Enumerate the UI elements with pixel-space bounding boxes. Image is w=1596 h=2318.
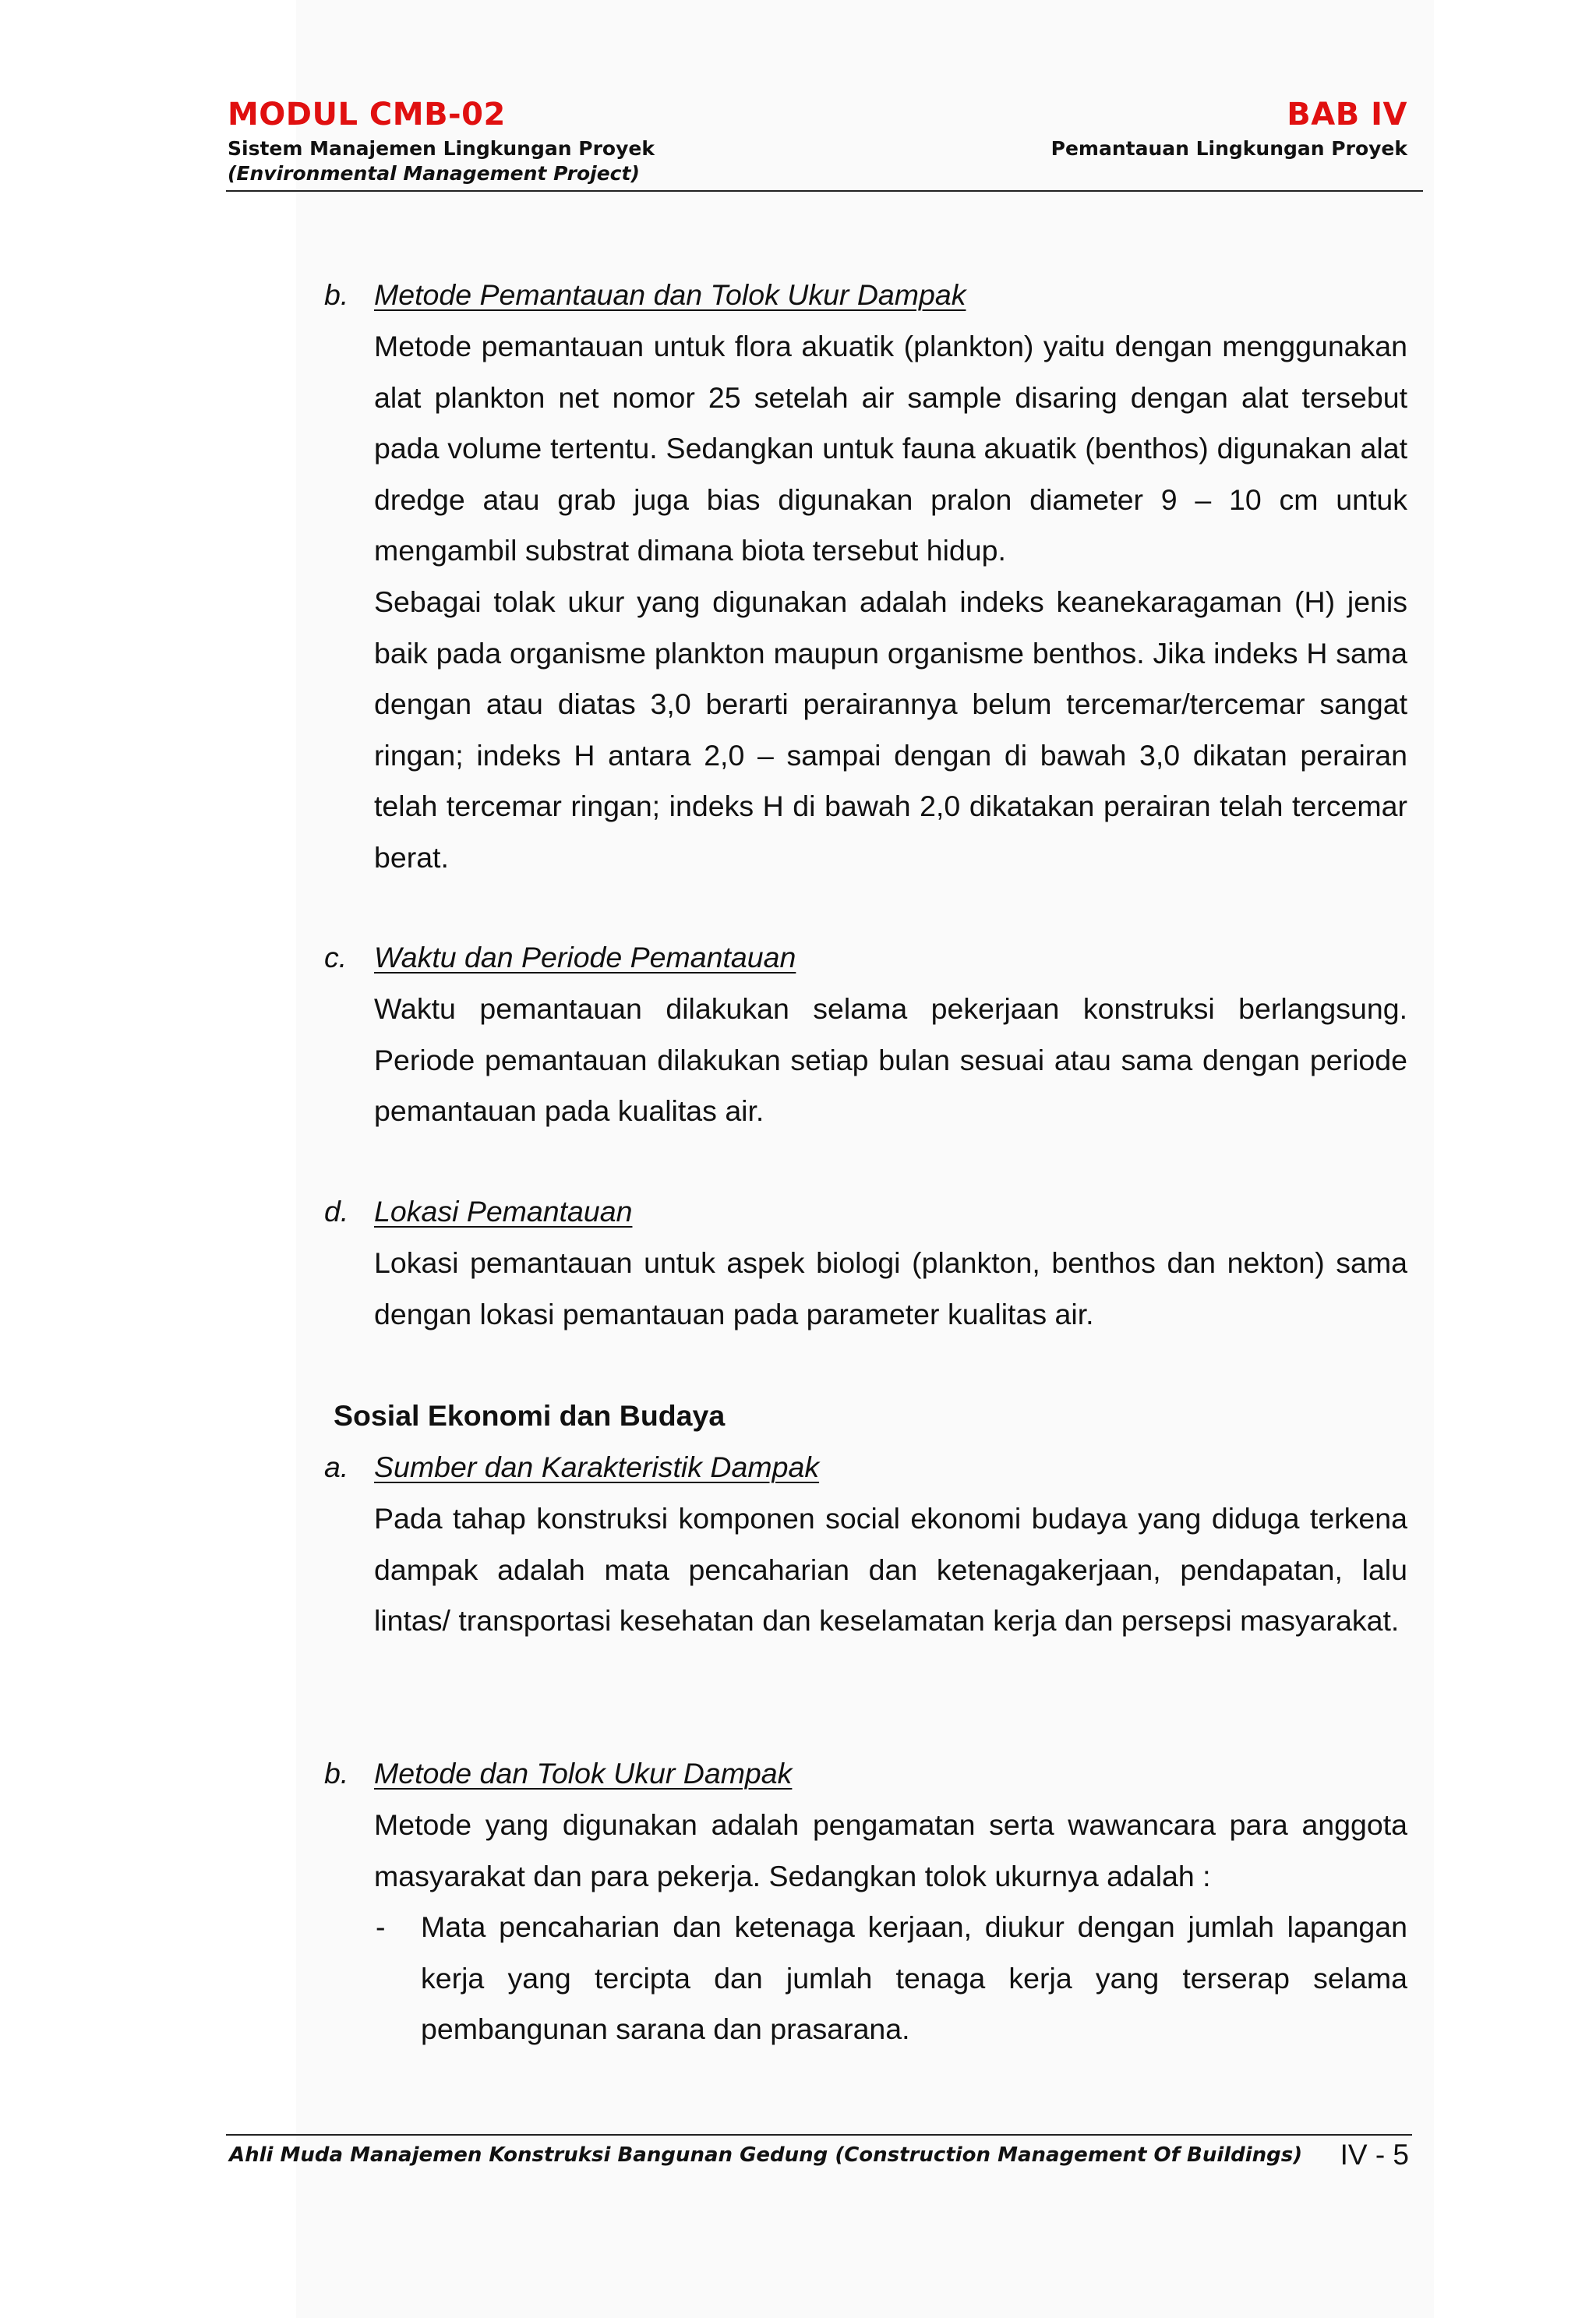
module-title: MODUL CMB-02 bbox=[228, 97, 506, 133]
paragraph-tolak-ukur: Sebagai tolak ukur yang digunakan adalah indeks keanekaragaman (H) jenis baik pada organisme plankton maupun organisme benthos. Jika indeks H sama dengan atau diatas 3,0 berarti perairannya belum tercemar/tercemar sangat ringan; indeks H antara 2,0 – sampai dengan di bawah 3,0 dikatan perairan telah tercemar ringan; indeks H di bawah 2,0 dikatakan perairan telah tercemar berat. bbox=[374, 585, 1407, 874]
item-label-c: c. bbox=[324, 941, 348, 973]
heading-sumber-karakteristik: Sumber dan Karakteristik Dampak bbox=[374, 1451, 820, 1483]
heading-metode-pemantauan: Metode Pemantauan dan Tolok Ukur Dampak bbox=[374, 278, 966, 311]
paragraph-metode-plankton: Metode pemantauan untuk flora akuatik (plankton) yaitu dengan menggunakan alat plankton net nomor 25 setelah air sample disaring dengan alat tersebut pada volume tertentu. Sedangkan untuk fauna akuatik (benthos) digunakan alat dredge atau grab juga bias digunakan pralon diameter 9 – 10 cm untuk mengambil substrat dimana biota tersebut hidup. bbox=[374, 330, 1407, 567]
module-subtitle-english: (Environmental Management Project) bbox=[228, 162, 640, 185]
item-label-d: d. bbox=[324, 1195, 349, 1228]
paragraph-lokasi: Lokasi pemantauan untuk aspek biologi (plankton, benthos dan nekton) sama dengan lokasi pemantauan pada parameter kualitas air. bbox=[374, 1246, 1407, 1330]
module-subtitle: Sistem Manajemen Lingkungan Proyek bbox=[228, 137, 655, 160]
paragraph-waktu-periode: Waktu pemantauan dilakukan selama pekerjaan konstruksi berlangsung. Periode pemantauan dilakukan setiap bulan sesuai atau sama dengan periode pemantauan pada kualitas air. bbox=[374, 992, 1407, 1127]
heading-lokasi-pemantauan: Lokasi Pemantauan bbox=[374, 1195, 633, 1228]
heading-waktu-periode: Waktu dan Periode Pemantauan bbox=[374, 941, 796, 973]
page-footer bbox=[226, 2134, 1412, 2175]
paragraph-metode-wawancara: Metode yang digunakan adalah pengamatan serta wawancara para anggota masyarakat dan para pekerja. Sedangkan tolok ukurnya adalah : bbox=[374, 1808, 1407, 1892]
footer-text: Ahli Muda Manajemen Konstruksi Bangunan Gedung (Construction Management Of Buildings) bbox=[229, 2143, 1303, 2167]
paragraph-sumber: Pada tahap konstruksi komponen social ekonomi budaya yang diduga terkena dampak adalah mata pencaharian dan ketenagakerjaan, pendapatan, lalu lintas/ transportasi kesehatan dan keselamatan kerja dan persepsi masyarakat. bbox=[374, 1502, 1407, 1637]
page-number: IV - 5 bbox=[1340, 2139, 1409, 2171]
page-header bbox=[226, 92, 1423, 192]
item-label-a2: a. bbox=[324, 1451, 349, 1483]
chapter-title: BAB IV bbox=[1287, 97, 1407, 133]
chapter-subtitle: Pemantauan Lingkungan Proyek bbox=[1050, 137, 1407, 160]
item-label-b1: b. bbox=[324, 278, 349, 311]
heading-metode-tolok-ukur: Metode dan Tolok Ukur Dampak bbox=[374, 1757, 793, 1790]
bullet-mata-pencaharian: Mata pencaharian dan ketenaga kerjaan, diukur dengan jumlah lapangan kerja yang tercipta dan jumlah tenaga kerja yang terserap selama pembangunan sarana dan prasarana. bbox=[421, 1910, 1407, 2045]
bullet-dash: - bbox=[376, 1910, 386, 1943]
section-title-sosial: Sosial Ekonomi dan Budaya bbox=[334, 1399, 726, 1432]
item-label-b2: b. bbox=[324, 1757, 349, 1790]
